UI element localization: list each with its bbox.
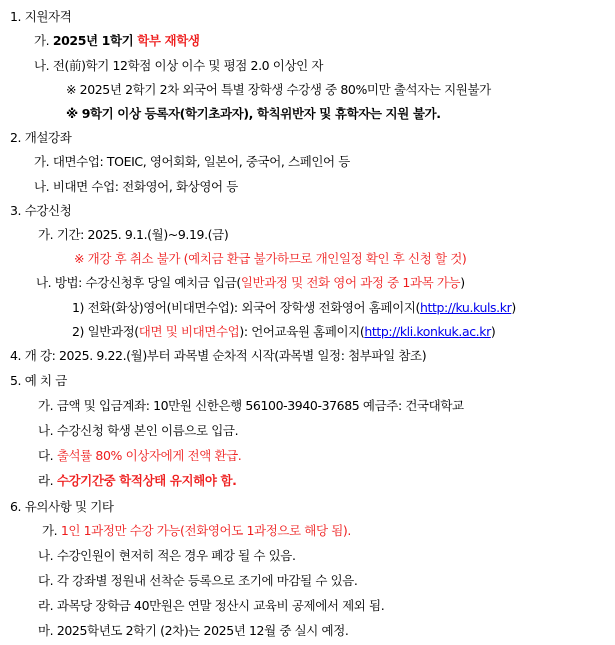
s1-note-1-text: ※ 2025년 2학기 2차 외국어 특별 장학생 수강생 중 80%미만 출석자는 지원불가 bbox=[66, 82, 491, 97]
section-1-heading bbox=[10, 8, 71, 26]
section-2-heading-text: 2. 개설강좌 bbox=[10, 130, 72, 145]
section-3-heading bbox=[10, 202, 71, 220]
s6-item-ra bbox=[38, 597, 384, 615]
s3-subitem-1-end: ) bbox=[511, 300, 516, 315]
s6-ga-prefix: 가. bbox=[42, 523, 61, 538]
s3-item-ga bbox=[38, 226, 228, 244]
s6-ra-text: 라. 과목당 장학금 40만원은 연말 정산시 교육비 공제에서 제외 됨. bbox=[38, 598, 385, 613]
s2-item-ga bbox=[34, 153, 350, 171]
section-1-heading-text: 1. 지원자격 bbox=[10, 9, 72, 24]
s1-item-ga bbox=[34, 32, 200, 50]
s6-item-da bbox=[38, 572, 358, 590]
s6-da-text: 다. 각 강좌별 정원내 선착순 등록으로 조기에 마감될 수 있음. bbox=[38, 573, 358, 588]
section-5-heading bbox=[10, 372, 67, 390]
s6-item-ga bbox=[42, 522, 351, 540]
s3-subitem-2-end: ) bbox=[490, 324, 496, 339]
s3-subitem-1-text: 1) 전화(화상)영어(비대면수업): 외국어 장학생 전화영어 홈페이지( bbox=[72, 300, 420, 315]
s5-item-ra bbox=[38, 472, 236, 490]
s5-ga-text: 가. 금액 및 입금계좌: 10만원 신한은행 56100-3940-37685 예금주: 건국대학교 bbox=[38, 398, 464, 413]
section-4-heading bbox=[10, 347, 426, 365]
phone-english-homepage-link[interactable]: http://ku.kuls.kr bbox=[419, 300, 512, 315]
s3-ga-text: 가. 기간: 2025. 9.1.(월)~9.19.(금) bbox=[38, 227, 229, 242]
s2-ga-text: 가. 대면수업: TOEIC, 영어회화, 일본어, 중국어, 스페인어 등 bbox=[34, 154, 350, 169]
s3-subitem-2 bbox=[72, 323, 495, 341]
s3-na-prefix: 나. 방법: 수강신청후 당일 예치금 입금( bbox=[36, 275, 241, 290]
s5-da-prefix: 다. bbox=[38, 448, 57, 463]
s3-subitem-1 bbox=[72, 299, 516, 317]
s1-item-na bbox=[34, 57, 323, 75]
s6-ma-text: 마. 2025학년도 2학기 (2차)는 2025년 12월 중 실시 예정. bbox=[38, 623, 349, 638]
s6-na-text: 나. 수강인원이 현저히 적은 경우 폐강 될 수 있음. bbox=[38, 548, 296, 563]
s3-na-suffix: ) bbox=[460, 275, 465, 290]
s1-note-1 bbox=[66, 81, 491, 99]
s1-ga-prefix: 가. bbox=[34, 33, 53, 48]
s1-ga-red: 학부 재학생 bbox=[137, 33, 200, 48]
s1-note-2-text: ※ 9학기 이상 등록자(학기초과자), 학칙위반자 및 휴학자는 지원 불가. bbox=[66, 106, 441, 121]
s6-item-na bbox=[38, 547, 296, 565]
section-2-heading bbox=[10, 129, 71, 147]
s3-subitem-2-red: 대면 및 비대면수업 bbox=[138, 324, 240, 339]
s3-ga-note-text: ※ 개강 후 취소 불가 (예치금 환급 불가하므로 개인일정 확인 후 신청 할 것) bbox=[74, 251, 467, 266]
language-institute-homepage-link[interactable]: http://kli.konkuk.ac.kr bbox=[364, 324, 491, 339]
s3-subitem-2-mid: ): 언어교육원 홈페이지( bbox=[239, 324, 365, 339]
section-6-heading bbox=[10, 498, 114, 516]
s6-item-ma bbox=[38, 622, 348, 640]
section-4-heading-text: 4. 개 강: 2025. 9.22.(월)부터 과목별 순차적 시작(과목별 일정: 첨부파일 참조) bbox=[10, 348, 427, 363]
s5-ra-prefix: 라. bbox=[38, 473, 57, 488]
s5-ra-red: 수강기간중 학적상태 유지해야 함. bbox=[56, 473, 237, 488]
s3-item-na bbox=[36, 274, 465, 292]
s5-da-red: 출석률 80% 이상자에게 전액 환급. bbox=[56, 448, 242, 463]
s1-ga-bold: 2025년 1학기 bbox=[52, 33, 138, 48]
s6-ga-red: 1인 1과정만 수강 가능(전화영어도 1과정으로 해당 됨). bbox=[60, 523, 351, 538]
s3-ga-note bbox=[74, 250, 466, 268]
s1-na-text: 나. 전(前)학기 12학점 이상 이수 및 평점 2.0 이상인 자 bbox=[34, 58, 324, 73]
s1-note-2 bbox=[66, 105, 441, 123]
s3-na-red: 일반과정 및 전화 영어 과정 중 1과목 가능 bbox=[240, 275, 461, 290]
section-6-heading-text: 6. 유의사항 및 기타 bbox=[10, 499, 114, 514]
s2-na-text: 나. 비대면 수업: 전화영어, 화상영어 등 bbox=[34, 179, 238, 194]
s3-subitem-2-prefix: 2) 일반과정( bbox=[72, 324, 139, 339]
s5-item-ga bbox=[38, 397, 464, 415]
s2-item-na bbox=[34, 178, 238, 196]
section-3-heading-text: 3. 수강신청 bbox=[10, 203, 72, 218]
section-5-heading-text: 5. 예 치 금 bbox=[10, 373, 67, 388]
s5-na-text: 나. 수강신청 학생 본인 이름으로 입금. bbox=[38, 423, 239, 438]
s5-item-da bbox=[38, 447, 241, 465]
s5-item-na bbox=[38, 422, 238, 440]
